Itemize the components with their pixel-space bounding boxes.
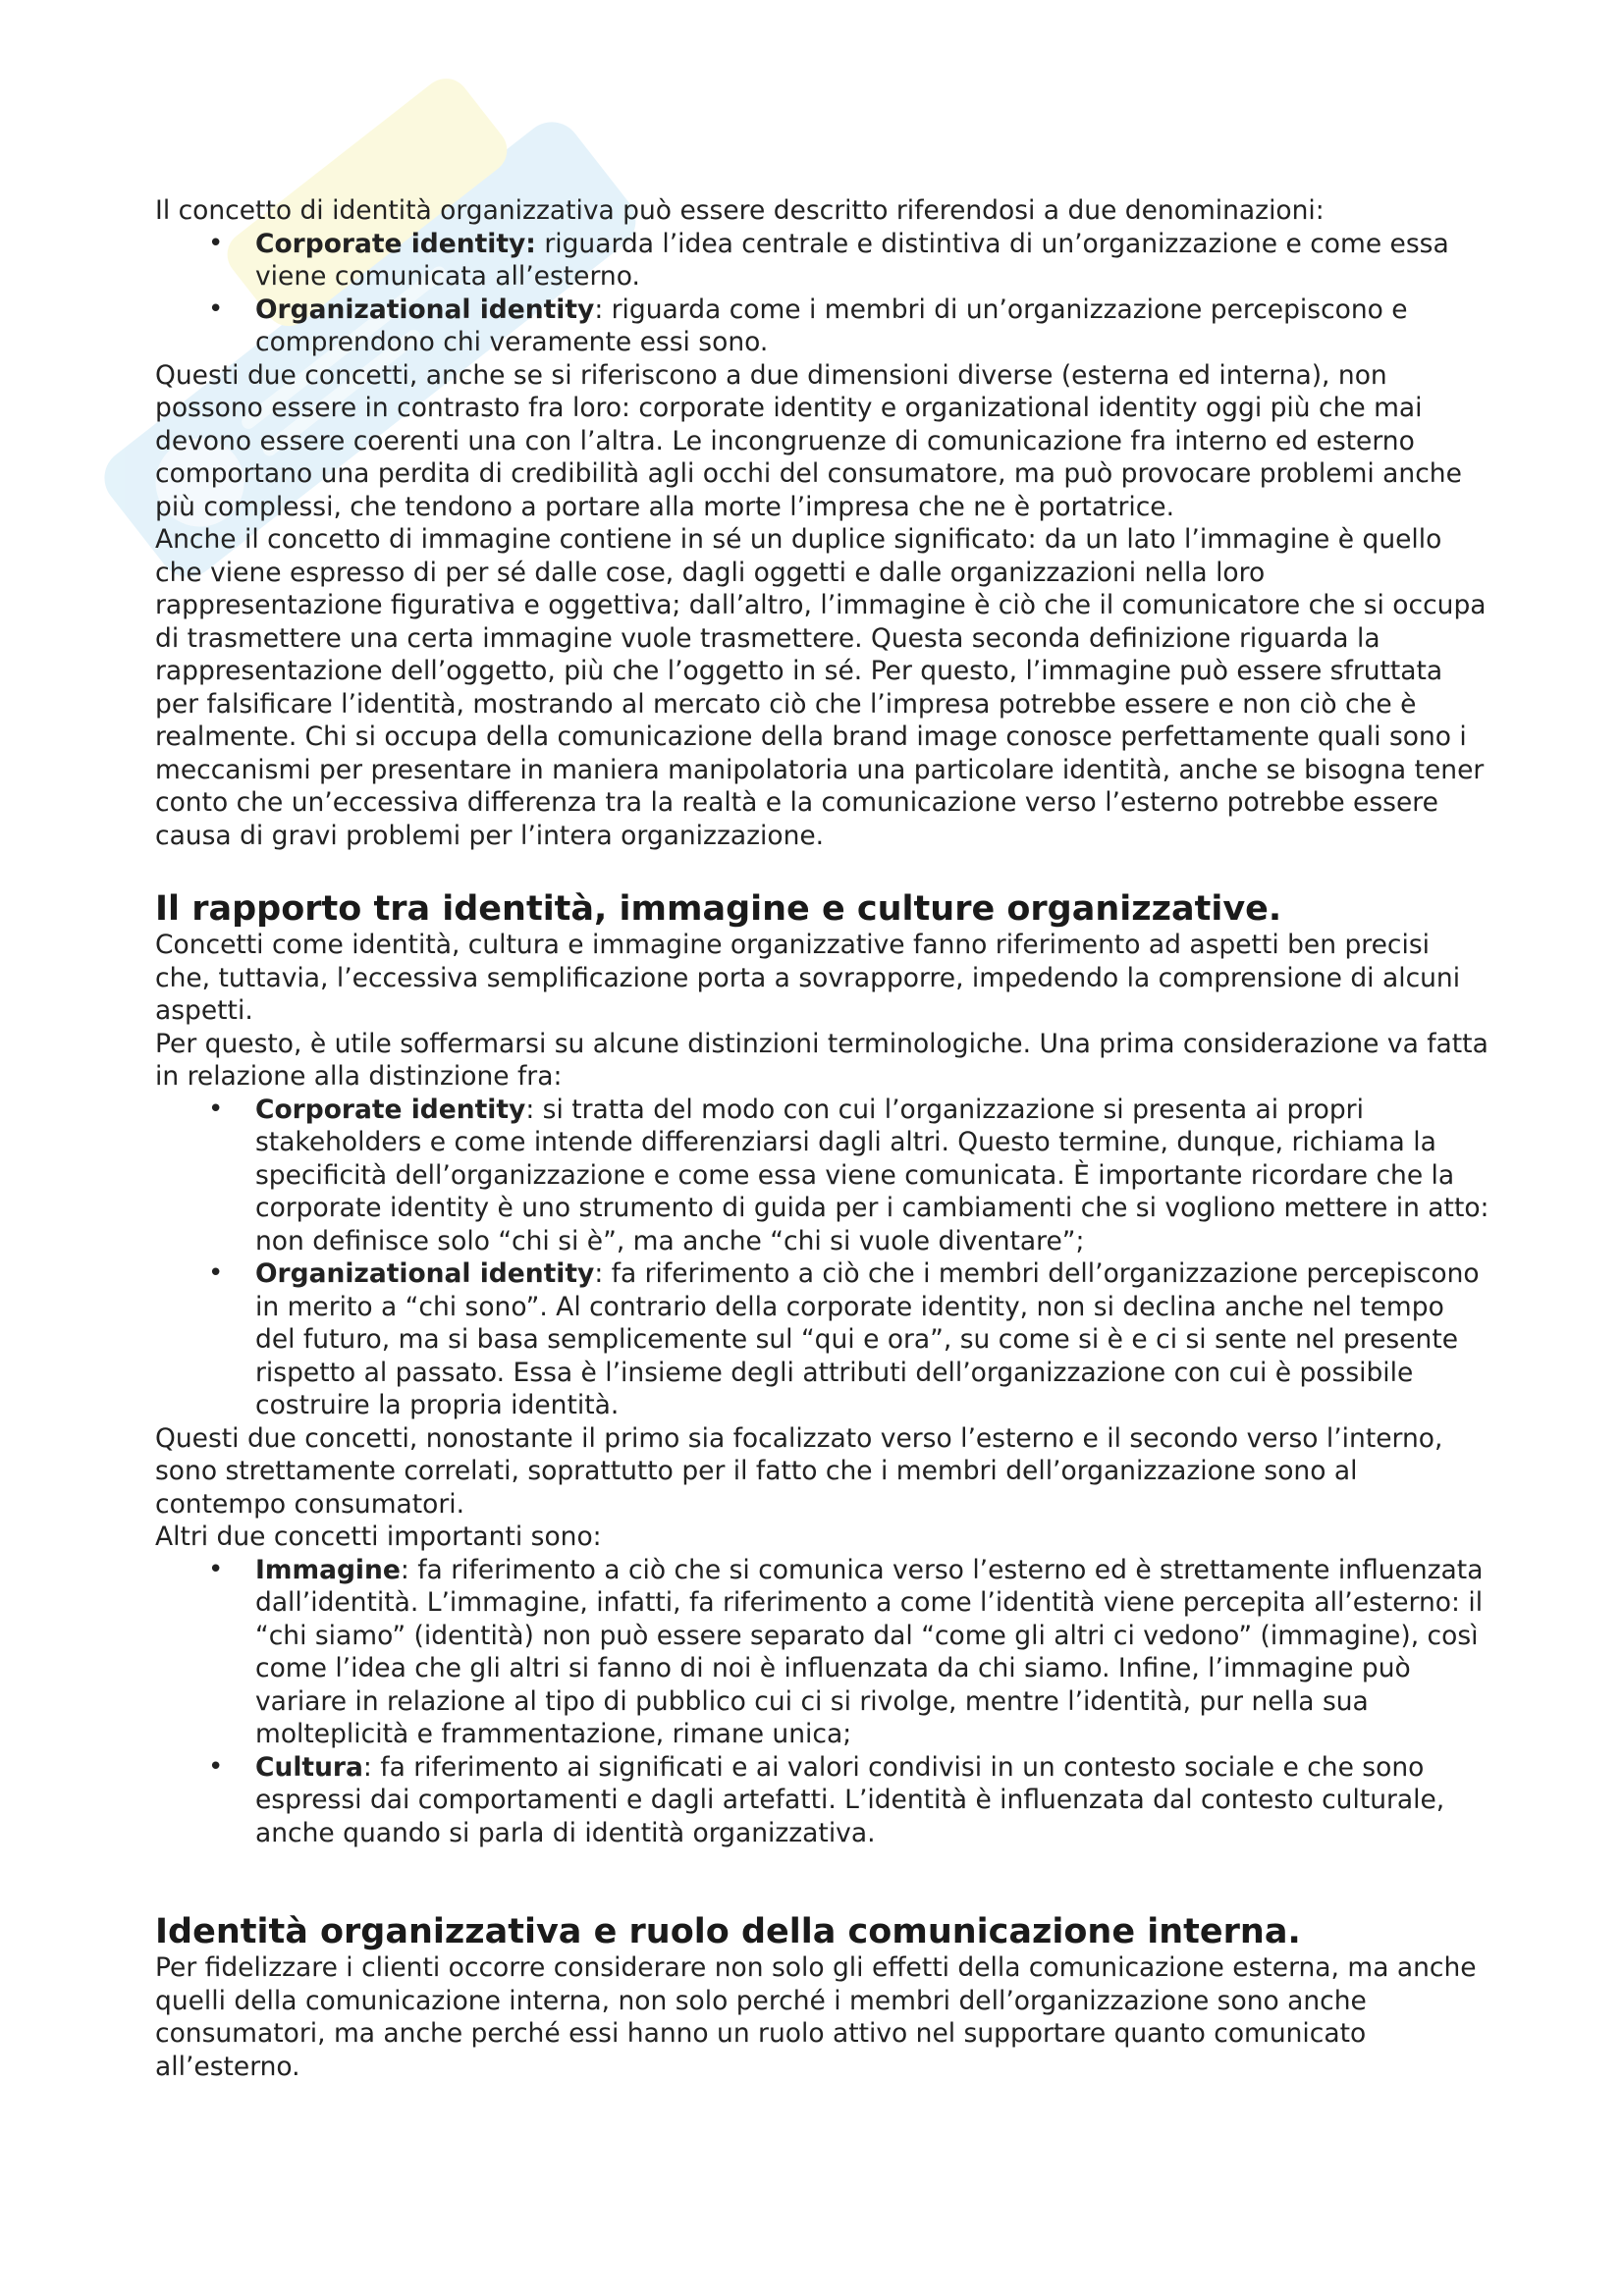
section-spacer bbox=[155, 852, 1490, 889]
list-item bbox=[255, 1554, 1490, 1751]
bullet-term: Organizational identity bbox=[255, 1258, 595, 1289]
bullet-text: : si tratta del modo con cui l’organizzazione si presenta ai propri stakeholders e come intende differenziarsi dagli altri. Questo termine, dunque, richiama la specificità dell’organizzazione e come essa viene comunicata. È importante ricordare che la corporate identity è uno strumento di guida per i cambiamenti che si vogliono mettere in atto: non definisce solo “chi si è”, ma anche “chi si vuole diventare”; bbox=[255, 1094, 1489, 1256]
intro-lead: Il concetto di identità organizzativa può essere descritto riferendosi a due denominazioni: bbox=[155, 195, 1325, 226]
bullet-term: Corporate identity bbox=[255, 1094, 526, 1125]
section-paragraph: Per questo, è utile soffermarsi su alcune distinzioni terminologiche. Una prima considerazione va fatta in relazione alla distinzione fra: bbox=[155, 1028, 1488, 1092]
list-item bbox=[255, 294, 1490, 359]
bullet-term: Corporate identity: bbox=[255, 228, 536, 259]
intro-paragraph: Questi due concetti, anche se si riferiscono a due dimensioni diverse (esterna ed interna), non possono essere in contrasto fra loro: corporate identity e organizational identity oggi più che mai devono essere coerenti una con l’altra. Le incongruenze di comunicazione fra interno ed esterno comportano una perdita di credibilità agli occhi del consumatore, ma può provocare problemi anche più complessi, che tendono a portare alla morte l’impresa che ne è portatrice. bbox=[155, 359, 1462, 522]
bullet-text: riguarda l’idea centrale e distintiva di un’organizzazione e come essa viene comunicata all’esterno. bbox=[255, 228, 1449, 292]
section-heading: Identità organizzativa e ruolo della comunicazione interna. bbox=[155, 1912, 1301, 1951]
list-item bbox=[255, 1257, 1490, 1422]
document-page bbox=[155, 194, 1490, 2083]
section-paragraph: Per fidelizzare i clienti occorre considerare non solo gli effetti della comunicazione esterna, ma anche quelli della comunicazione interna, non solo perché i membri dell’organizzazione sono anche consumatori, ma anche perché essi hanno un ruolo attivo nel supportare quanto comunicato all’esterno. bbox=[155, 1952, 1477, 2082]
intro-bullet-list bbox=[155, 228, 1490, 359]
section-paragraph: Questi due concetti, nonostante il primo sia focalizzato verso l’esterno e il secondo verso l’interno, sono strettamente correlati, soprattutto per il fatto che i membri dell’organizzazione sono al contempo consumatori. bbox=[155, 1422, 1443, 1520]
concepts-bullet-list bbox=[155, 1554, 1490, 1850]
bullet-text: : riguarda come i membri di un’organizzazione percepiscono e comprendono chi veramente essi sono. bbox=[255, 294, 1408, 357]
section-heading: Il rapporto tra identità, immagine e culture organizzative. bbox=[155, 889, 1282, 929]
list-item bbox=[255, 1094, 1490, 1258]
bullet-term: Organizational identity bbox=[255, 294, 595, 325]
bullet-term: Immagine bbox=[255, 1554, 401, 1585]
section-paragraph: Altri due concetti importanti sono: bbox=[155, 1522, 602, 1552]
list-item bbox=[255, 228, 1490, 294]
bullet-text: : fa riferimento ai significati e ai valori condivisi in un contesto sociale e che sono espressi dai comportamenti e dagli artefatti. L’identità è influenzata dal contesto culturale, anche quando si parla di identità organizzativa. bbox=[255, 1751, 1445, 1848]
bullet-text: : fa riferimento a ciò che si comunica verso l’esterno ed è strettamente influenzata dall’identità. L’immagine, infatti, fa riferimento a come l’identità viene percepita all’esterno: il “chi siamo” (identità) non può essere separato dal “come gli altri ci vedono” (immagine), così come l’idea che gli altri si fanno di noi è influenzata da chi siamo. Infine, l’immagine può variare in relazione al tipo di pubblico cui ci si rivolge, mentre l’identità, pur nella sua molteplicità e frammentazione, rimane unica; bbox=[255, 1554, 1484, 1749]
bullet-term: Cultura bbox=[255, 1751, 363, 1783]
section-paragraph: Concetti come identità, cultura e immagine organizzative fanno riferimento ad aspetti ben precisi che, tuttavia, l’eccessiva semplificazione porta a sovrapporre, impedendo la comprensione di alcuni aspetti. bbox=[155, 930, 1461, 1026]
bullet-text: : fa riferimento a ciò che i membri dell’organizzazione percepiscono in merito a “chi sono”. Al contrario della corporate identity, non si declina anche nel tempo del futuro, ma si basa semplicemente sul “qui e ora”, su come si è e ci si sente nel presente rispetto al passato. Essa è l’insieme degli attributi dell’organizzazione con cui è possibile costruire la propria identità. bbox=[255, 1258, 1480, 1420]
list-item bbox=[255, 1751, 1490, 1850]
section-spacer bbox=[155, 1849, 1490, 1912]
identity-bullet-list bbox=[155, 1094, 1490, 1422]
intro-paragraph: Anche il concetto di immagine contiene in sé un duplice significato: da un lato l’immagine è quello che viene espresso di per sé dalle cose, dagli oggetti e dalle organizzazioni nella loro rappresentazione figurativa e oggettiva; dall’altro, l’immagine è ciò che il comunicatore che si occupa di trasmettere una certa immagine vuole trasmettere. Questa seconda definizione riguarda la rappresentazione dell’oggetto, più che l’oggetto in sé. Per questo, l’immagine può essere sfruttata per falsificare l’identità, mostrando al mercato ciò che l’impresa potrebbe essere e non ciò che è realmente. Chi si occupa della comunicazione della brand image conosce perfettamente quali sono i meccanismi per presentare in maniera manipolatoria una particolare identità, anche se bisogna tener conto che un’eccessiva differenza tra la realtà e la comunicazione verso l’esterno potrebbe essere causa di gravi problemi per l’intera organizzazione. bbox=[155, 524, 1487, 851]
